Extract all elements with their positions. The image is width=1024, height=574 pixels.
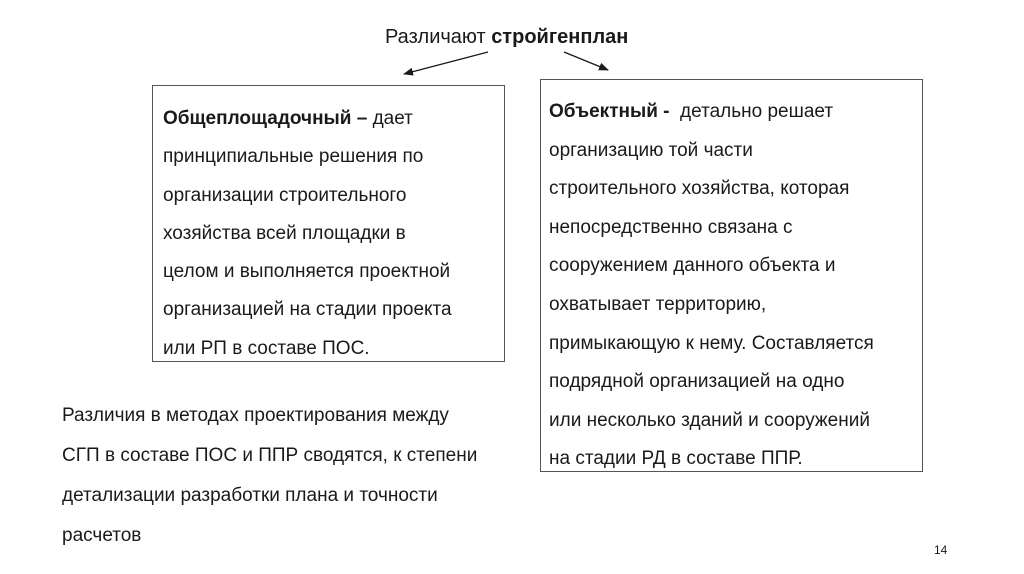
arrow-right [564, 52, 608, 70]
right-line-0-rest: детально решает [669, 101, 834, 122]
differences-note [62, 396, 532, 556]
left-line-4: целом и выполняется проектной [163, 261, 451, 283]
left-line-2: организации строительного [163, 184, 407, 206]
left-line-6: или РП в составе ПОС. [163, 337, 370, 359]
left-line-1: принципиальные решения по [163, 146, 424, 168]
right-line-9: на стадии РД в составе ППР. [549, 448, 803, 470]
title-bold: стройгенплан [491, 26, 629, 48]
right-line-3: непосредственно связана с [549, 216, 793, 238]
note-line-0: Различия в методах проектирования между [62, 405, 449, 426]
slide-title [385, 26, 628, 49]
right-line-2: строительного хозяйства, которая [549, 178, 850, 200]
right-line-1: организацию той части [549, 139, 753, 161]
right-line-8: или несколько зданий и сооружений [549, 409, 870, 431]
note-line-1: СГП в составе ПОС и ППР сводятся, к степени [62, 445, 478, 466]
right-line-4: сооружением данного объекта и [549, 255, 836, 277]
page-number: 14 [934, 543, 948, 557]
arrow-left [404, 52, 488, 74]
left-line-3: хозяйства всей площадки в [163, 222, 406, 244]
note-line-3: расчетов [62, 525, 142, 546]
object-site-plan-box [540, 79, 923, 472]
right-line-6: примыкающую к нему. Составляется [549, 332, 874, 354]
note-line-2: детализации разработки плана и точности [62, 485, 438, 506]
left-line-5: организацией на стадии проекта [163, 299, 452, 321]
right-line-0 [549, 93, 914, 132]
right-line-5: охватывает территорию, [549, 293, 767, 315]
left-heading: Общеплощадочный – [163, 108, 368, 129]
left-line-0-rest: дает [367, 108, 413, 129]
general-site-plan-box [152, 85, 505, 362]
general-site-plan-text [163, 100, 494, 368]
object-site-plan-text [549, 93, 914, 479]
right-heading: Объектный - [549, 101, 670, 122]
right-line-7: подрядной организацией на одно [549, 371, 845, 393]
title-prefix: Различают [385, 26, 486, 48]
left-line-0 [163, 100, 494, 138]
